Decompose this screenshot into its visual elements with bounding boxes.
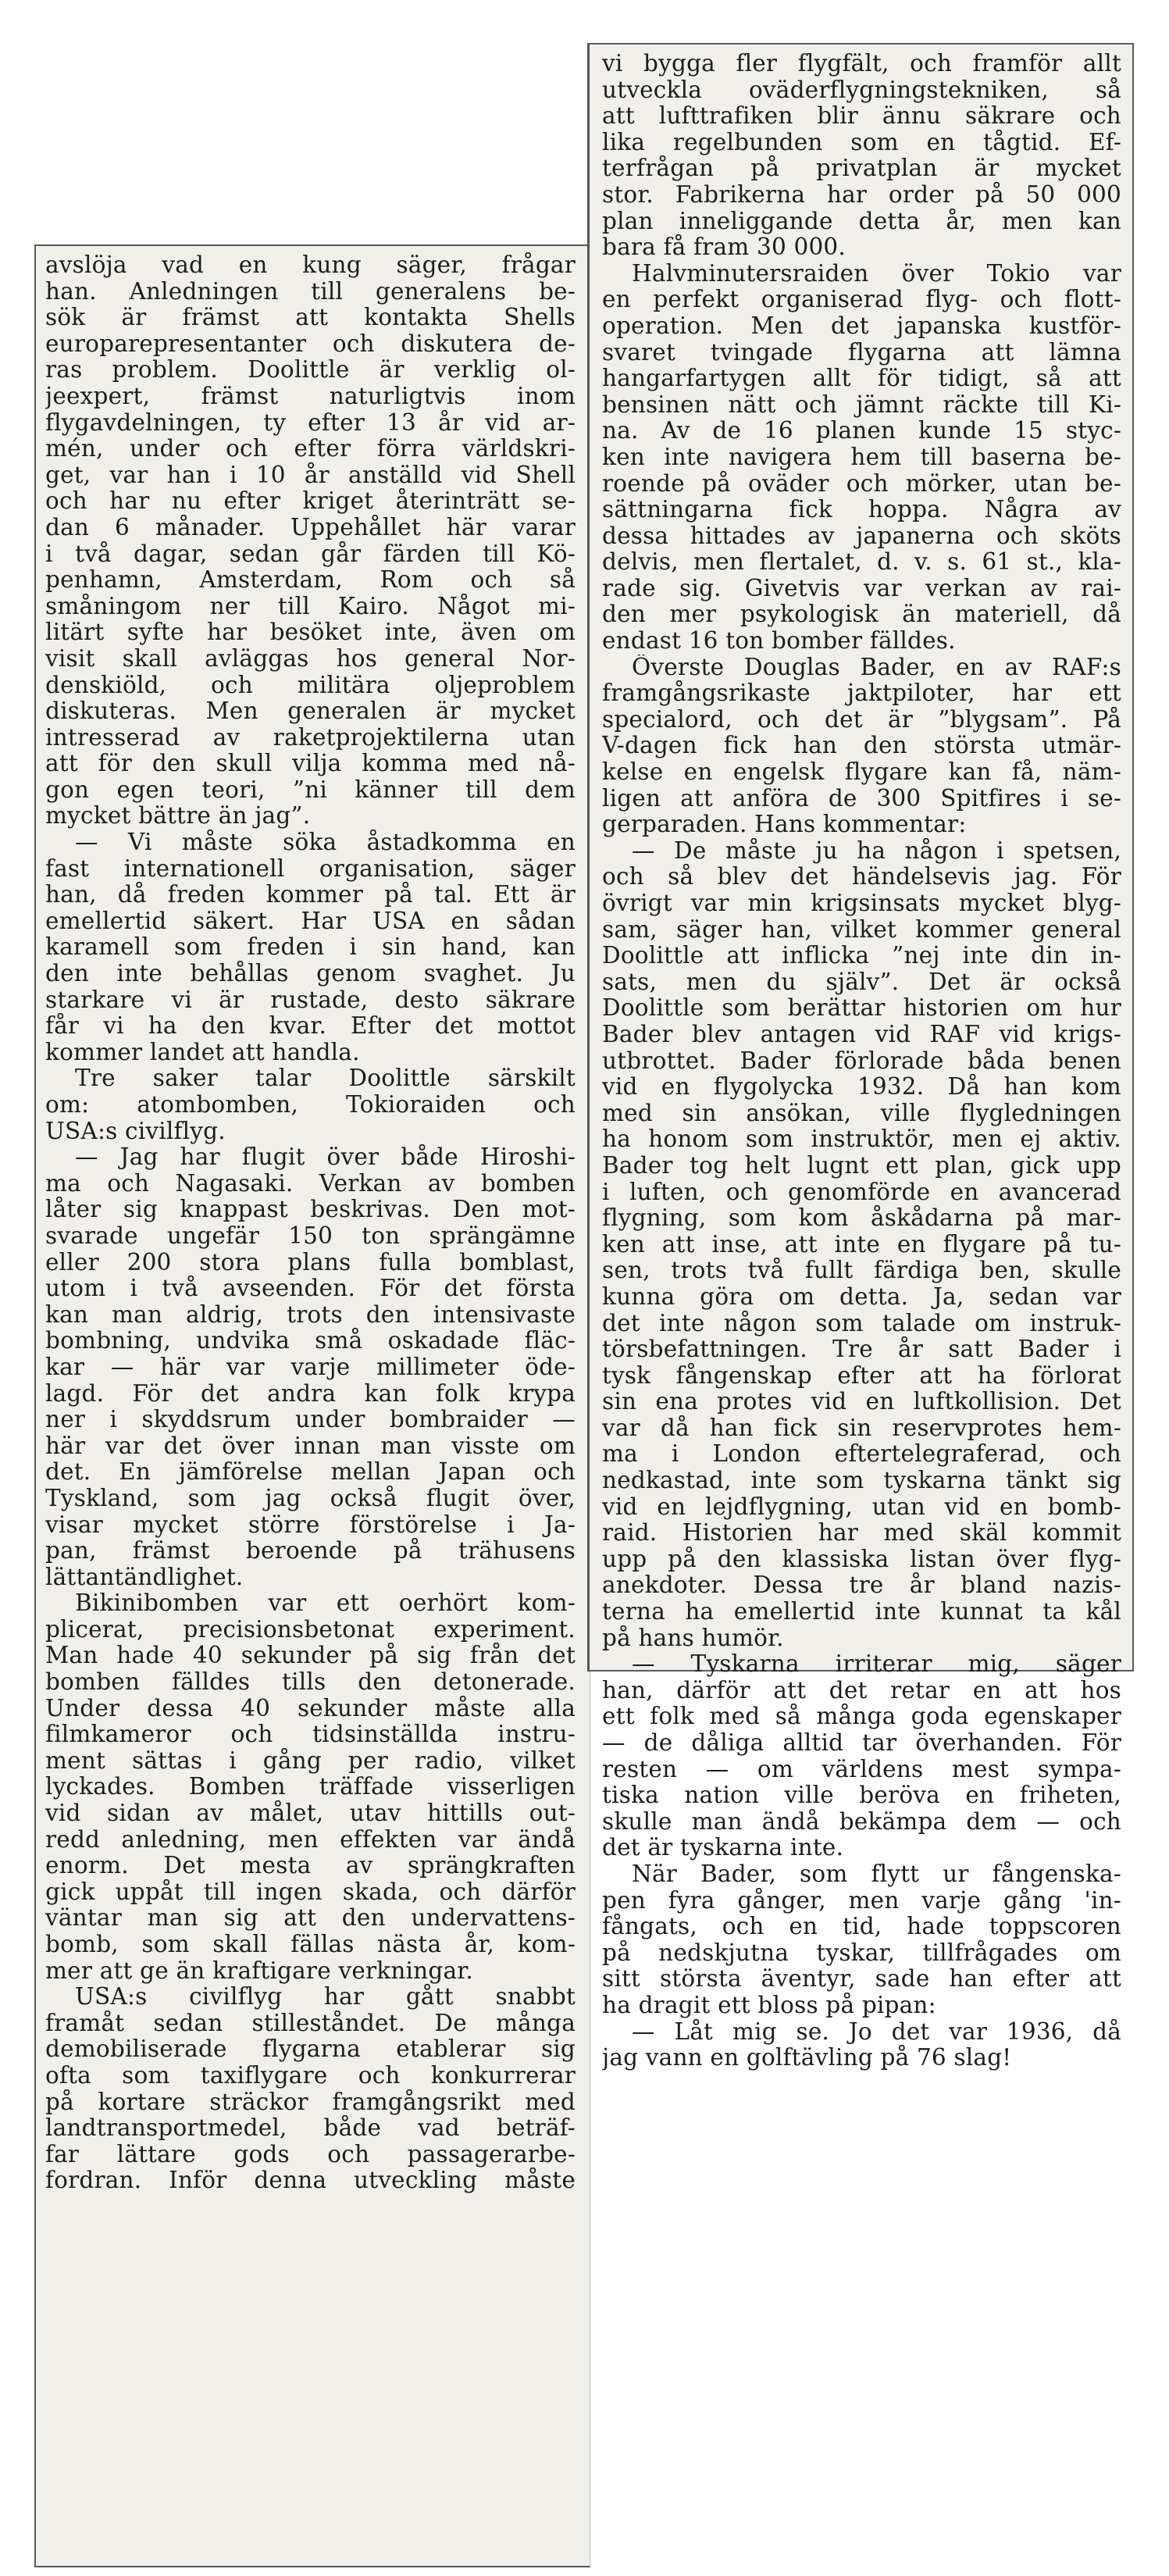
text-line: den inte behållas genom svaghet. Ju (45, 961, 576, 987)
text-line: kan man aldrig, trots den intensivaste (45, 1301, 576, 1328)
text-line: på hans humör. (602, 1625, 784, 1651)
text-line: USA:s civilflyg. (45, 1118, 226, 1144)
text-line: Tyskland, som jag också flugit över, (45, 1485, 576, 1511)
text-line: karamell som freden i sin hand, kan (45, 934, 576, 961)
text-line: småningom ner till Kairo. Något mi- (45, 593, 576, 619)
text-line: gon egen teori, ”ni känner till dem (45, 776, 576, 803)
text-line: kunna göra om detta. Ja, sedan var (602, 1283, 1121, 1310)
text-line: ha honom som instruktör, men ej aktiv. (602, 1126, 1121, 1153)
text-line: bomben fälldes tills den detonerade. (45, 1669, 576, 1696)
text-line: det är tyskarna inte. (602, 1835, 844, 1861)
text-line: V-dagen fick han den största utmär- (602, 733, 1121, 759)
text-line: endast 16 ton bomber fälldes. (602, 628, 956, 655)
text-line: att lufttrafiken blir ännu säkrare och (602, 103, 1121, 130)
text-line: Under dessa 40 sekunder måste alla (45, 1695, 576, 1721)
text-line: upp på den klassiska listan över flyg- (602, 1546, 1121, 1572)
text-line: — De måste ju ha någon i spetsen, (632, 837, 1121, 864)
text-line: sats, men du själv”. Det är också (602, 969, 1121, 995)
text-line: denskiöld, och militära oljeproblem (45, 672, 576, 698)
text-line: det inte någon som talade om instruk- (602, 1310, 1121, 1336)
text-line: gick uppåt till ingen skada, och därför (45, 1878, 576, 1905)
text-line: en perfekt organiserad flyg- och flott- (602, 287, 1121, 313)
text-line: — Låt mig se. Jo det var 1936, då (632, 2018, 1121, 2045)
text-line: roende på oväder och mörker, utan be- (602, 470, 1121, 497)
text-line: resten — om världens mest sympa- (602, 1756, 1121, 1782)
text-line: Bader tog helt lugnt ett plan, gick upp (602, 1152, 1121, 1179)
text-line: plan inneliggande detta år, men kan (602, 208, 1121, 234)
text-line: ma och Nagasaki. Verkan av bomben (45, 1170, 576, 1197)
text-line: utom i två avseenden. För det första (45, 1276, 576, 1302)
text-line: emellertid säkert. Har USA en sådan (45, 908, 576, 934)
text-line: tysk fångenskap efter att ha förlorat (602, 1362, 1121, 1389)
text-line: Man hade 40 sekunder på sig från det (45, 1643, 576, 1669)
text-line: fångats, och en tid, hade toppscoren (602, 1914, 1121, 1940)
text-line: enorm. Det mesta av sprängkraften (45, 1853, 576, 1879)
text-line: bombning, undvika små oskadade fläc- (45, 1328, 576, 1354)
text-line: får vi ha den kvar. Efter det mottot (45, 1013, 576, 1040)
text-line: ofta som taxiflygare och konkurrerar (45, 2062, 576, 2089)
text-line: Doolittle att inflicka ”nej inte din in- (602, 943, 1121, 969)
text-line: Bader blev antagen vid RAF vid krigs- (602, 1021, 1121, 1047)
text-line: låter sig knappast beskrivas. Den mot- (45, 1197, 576, 1223)
text-line: jeexpert, främst naturligtvis inom (45, 383, 576, 409)
text-line: — Tyskarna irriterar mig, säger (632, 1651, 1121, 1678)
text-line: sök är främst att kontakta Shells (45, 305, 576, 331)
text-line: dan 6 månader. Uppehållet här varar (45, 514, 576, 541)
text-line: kommer landet att handla. (45, 1039, 360, 1065)
text-line: lyckades. Bomben träffade visserligen (45, 1774, 576, 1800)
text-line: fordran. Inför denna utveckling måste (45, 2167, 576, 2194)
text-line: fast internationell organisation, säger (45, 855, 576, 882)
text-line: specialord, och det är ”blygsam”. På (602, 706, 1121, 733)
text-line: dessa hittades av japanerna och sköts (602, 523, 1121, 549)
text-line: tiska nation ville beröva en friheten, (602, 1782, 1121, 1809)
text-line: vi bygga fler flygfält, och framför allt (602, 51, 1121, 77)
text-line: ett folk med så många goda egenskaper (602, 1704, 1121, 1730)
text-line: utbrottet. Bader förlorade båda benen (602, 1047, 1121, 1074)
text-line: anekdoter. Dessa tre år bland nazis- (602, 1572, 1121, 1599)
text-line: den mer psykologisk än materiell, då (602, 601, 1121, 628)
text-line: svaret tvingade flygarna att lämna (602, 339, 1121, 366)
text-line: flygning, som kom åskådarna på mar- (602, 1205, 1121, 1232)
text-line: framgångsrikaste jaktpiloter, har ett (602, 680, 1121, 707)
text-line: lika regelbunden som en tågtid. Ef- (602, 129, 1121, 155)
text-line: visar mycket större förstörelse i Ja- (45, 1511, 576, 1538)
text-line: USA:s civilflyg har gått snabbt (75, 1984, 576, 2010)
text-line: utveckla oväderflygningstekniken, så (602, 77, 1121, 103)
text-line: intresserad av raketprojektilerna utan (45, 724, 576, 751)
text-line: demobiliserade flygarna etablerar sig (45, 2036, 576, 2063)
text-line: Bikinibomben var ett oerhört kom- (75, 1590, 576, 1617)
text-line: pen fyra gånger, men varje gång 'in- (602, 1887, 1121, 1914)
text-line: litärt syfte har besöket inte, även om (45, 619, 576, 646)
text-line: stor. Fabrikerna har order på 50 000 (602, 181, 1121, 208)
text-line: europarepresentanter och diskutera de- (45, 330, 576, 357)
text-line: na. Av de 16 planen kunde 15 styc- (602, 418, 1121, 444)
text-line: raid. Historien har med skäl kommit (602, 1520, 1121, 1547)
text-line: pan, främst beroende på trähusens (45, 1538, 576, 1565)
text-line: om: atombomben, Tokioraiden och (45, 1092, 576, 1118)
text-line: övrigt var min krigsinsats mycket blyg- (602, 890, 1121, 916)
text-line: hangarfartygen allt för tidigt, så att (602, 366, 1121, 392)
text-line: diskuteras. Men generalen är mycket (45, 698, 576, 725)
article-column-right (587, 43, 1134, 2071)
text-line: redd anledning, men effekten var ändå (45, 1826, 576, 1853)
text-line: lättantändlighet. (45, 1564, 244, 1590)
text-line: på kortare sträckor framgångsrikt med (45, 2089, 576, 2115)
text-line: i två dagar, sedan går färden till Kö- (45, 541, 576, 567)
text-line: — de dåliga alltid tar överhanden. För (602, 1730, 1121, 1756)
text-line: det. En jämförelse mellan Japan och (45, 1459, 576, 1486)
text-line: sen, trots två fullt färdiga ben, skulle (602, 1258, 1121, 1284)
text-line: sin ena protes vid en luftkollision. Det (602, 1389, 1121, 1415)
text-line: bara få fram 30 000. (602, 234, 846, 261)
text-line: sitt största äventyr, sade han efter att (602, 1966, 1121, 1993)
text-line: här var det över innan man visste om (45, 1432, 576, 1459)
text-line: ken inte navigera hem till baserna be- (602, 444, 1121, 470)
text-line: Tre saker talar Doolittle särskilt (75, 1065, 576, 1092)
text-line: get, var han i 10 år anställd vid Shell (45, 462, 576, 488)
text-line: ner i skyddsrum under bombraider — (45, 1407, 576, 1433)
text-line: terna ha emellertid inte kunnat ta kål (602, 1599, 1121, 1625)
text-line: flygavdelningen, ty efter 13 år vid ar- (45, 409, 576, 436)
text-line: och så blev det händelsevis jag. För (602, 864, 1121, 890)
article-column-left (34, 244, 590, 2567)
text-line: far lättare gods och passagerarbe- (45, 2141, 576, 2167)
text-line: kar — här var varje millimeter öde- (45, 1354, 576, 1380)
text-line: vid en lejdflygning, utan vid en bomb- (602, 1493, 1121, 1520)
text-line: mén, under och efter förra världskri- (45, 436, 576, 462)
text-line: törsbefattningen. Tre år satt Bader i (602, 1336, 1121, 1363)
text-line: ma i London eftertelegraferad, och (602, 1441, 1121, 1468)
text-line: eller 200 stora plans fulla bomblast, (45, 1249, 576, 1276)
text-line: Doolittle som berättar historien om hur (602, 995, 1121, 1022)
text-line: han, därför att det retar en att hos (602, 1677, 1121, 1704)
text-line: ment sättas i gång per radio, vilket (45, 1747, 576, 1774)
text-line: gerparaden. Hans kommentar: (602, 812, 967, 838)
text-line: vid en flygolycka 1932. Då han kom (602, 1074, 1121, 1101)
text-line: terfrågan på privatplan är mycket (602, 155, 1121, 182)
text-line: penhamn, Amsterdam, Rom och så (45, 567, 576, 594)
text-line: svarade ungefär 150 ton sprängämne (45, 1222, 576, 1249)
text-line: ken att inse, att inte en flygare på tu- (602, 1231, 1121, 1258)
text-line: landtransportmedel, både vad beträf- (45, 2115, 576, 2142)
text-line: i luften, och genomförde en avancerad (602, 1179, 1121, 1205)
text-line: starkare vi är rustade, desto säkrare (45, 987, 576, 1013)
text-line: jag vann en golftävling på 76 slag! (602, 2045, 1012, 2071)
text-line: delvis, men flertalet, d. v. s. 61 st., kla- (602, 549, 1121, 576)
text-line: Överste Douglas Bader, en av RAF:s (632, 654, 1121, 680)
text-line: var då han fick sin reservprotes hem- (602, 1415, 1121, 1441)
text-line: framåt sedan stilleståndet. De många (45, 2010, 576, 2036)
text-line: mycket bättre än jag”. (45, 803, 311, 830)
text-line: bensinen nätt och jämnt räckte till Ki- (602, 391, 1121, 418)
text-line: plicerat, precisionsbetonat experiment. (45, 1616, 576, 1643)
text-line: lagd. För det andra kan folk krypa (45, 1380, 576, 1407)
text-line: att för den skull vilja komma med nå- (45, 751, 576, 777)
text-line: rade sig. Givetvis var verkan av rai- (602, 575, 1121, 601)
text-line: avslöja vad en kung säger, frågar (45, 252, 576, 278)
text-line: och har nu efter kriget återinträtt se- (45, 488, 576, 515)
text-line: mer att ge än kraftigare verkningar. (45, 1957, 473, 1984)
text-line: bomb, som skall fällas nästa år, kom- (45, 1932, 576, 1957)
text-line: filmkameror och tidsinställda instru- (45, 1721, 576, 1748)
text-line: han, då freden kommer på tal. Ett är (45, 882, 576, 908)
text-line: sam, säger han, vilket kommer general (602, 916, 1121, 943)
text-line: han. Anledningen till generalens be- (45, 278, 576, 305)
text-line: operation. Men det japanska kustför- (602, 312, 1121, 339)
text-line: sättningarna fick hoppa. Några av (602, 497, 1121, 523)
text-line: nedkastad, inte som tyskarna tänkt sig (602, 1468, 1121, 1494)
text-line: väntar man sig att den undervattens- (45, 1905, 576, 1932)
text-line: visit skall avläggas hos general Nor- (45, 645, 576, 672)
text-line: När Bader, som flytt ur fångenska- (632, 1861, 1121, 1887)
text-line: — Vi måste söka åstadkomma en (75, 830, 576, 856)
text-line: ha dragit ett bloss på pipan: (602, 1992, 936, 2018)
text-line: med sin ansökan, ville flygledningen (602, 1100, 1121, 1126)
text-line: på nedskjutna tyskar, tillfrågades om (602, 1939, 1121, 1966)
text-line: ras problem. Doolittle är verklig ol- (45, 357, 576, 384)
text-line: skulle man ändå bekämpa dem — och (602, 1808, 1121, 1835)
text-line: — Jag har flugit över både Hiroshi- (75, 1144, 576, 1171)
text-line: kelse en engelsk flygare kan få, näm- (602, 759, 1121, 786)
text-line: vid sidan av målet, utav hittills out- (45, 1800, 576, 1827)
text-line: Halvminutersraiden över Tokio var (632, 260, 1121, 287)
text-line: ligen att anföra de 300 Spitfires i se- (602, 785, 1121, 812)
